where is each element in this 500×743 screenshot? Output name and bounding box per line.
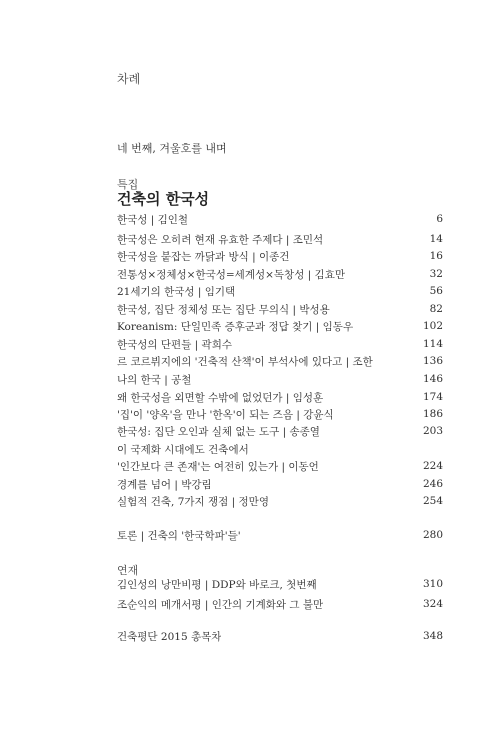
entry-page: 114 <box>422 338 443 350</box>
toc-entry[interactable] <box>117 406 443 422</box>
entry-title: 건축평단 2015 총목차 <box>117 630 222 643</box>
toc-entry[interactable] <box>117 576 443 592</box>
toc-entry[interactable] <box>117 493 443 509</box>
special-section-label: 특집 <box>117 178 139 191</box>
toc-entry[interactable] <box>117 318 443 334</box>
toc-entry[interactable] <box>117 596 443 612</box>
entry-page: 174 <box>422 391 443 403</box>
entry-page: 82 <box>429 303 443 315</box>
series-section-label: 연재 <box>117 564 139 577</box>
entry-title: Koreanism: 단일민족 증후군과 정답 찾기 | 임동우 <box>117 320 354 333</box>
entry-title: 한국성의 단편들 | 곽희수 <box>117 338 232 351</box>
entry-page: 224 <box>422 460 443 472</box>
entry-title: 이 국제화 시대에도 건축에서 <box>117 443 249 456</box>
entry-page: 310 <box>422 578 443 590</box>
entry-title: 토론 | 건축의 '한국학파'들' <box>117 529 241 542</box>
entry-title: 조순익의 메개서평 | 인간의 기계화와 그 불만 <box>117 598 324 611</box>
toc-entry[interactable] <box>117 423 443 439</box>
toc-entry[interactable] <box>117 231 443 247</box>
entry-title: 21세기의 한국성 | 임기택 <box>117 285 236 298</box>
foreword-line: 네 번째, 겨울호를 내며 <box>117 142 227 155</box>
entry-title: 르 코르뷔지에의 '건축적 산책'이 부석사에 있다고 | 조한 <box>117 355 373 368</box>
entry-title: 실험적 건축, 7가지 쟁점 | 정만영 <box>117 495 269 508</box>
entry-title: '집'이 '양옥'을 만나 '한옥'이 되는 즈음 | 강윤식 <box>117 408 334 421</box>
entry-page: 146 <box>422 373 443 385</box>
toc-entry[interactable] <box>117 211 443 227</box>
entry-page: 203 <box>422 425 443 437</box>
entry-title: 한국성을 붙잡는 까닭과 방식 | 이종건 <box>117 250 290 263</box>
entry-page: 348 <box>422 630 443 642</box>
toc-entry[interactable] <box>117 458 443 474</box>
toc-entry[interactable] <box>117 301 443 317</box>
entry-page: 254 <box>422 495 443 507</box>
entry-title: 경계를 넘어 | 박강림 <box>117 478 212 491</box>
entry-title: 왜 한국성을 외면할 수밖에 없었던가 | 임성훈 <box>117 391 324 404</box>
page-title: 차례 <box>117 72 141 86</box>
entry-page: 246 <box>422 478 443 490</box>
index-entry[interactable] <box>117 628 443 644</box>
debate-entry[interactable] <box>117 527 443 543</box>
special-section-title: 건축의 한국성 <box>117 190 210 208</box>
toc-entry[interactable] <box>117 353 443 369</box>
entry-title: 한국성 | 김인철 <box>117 213 189 226</box>
entry-page: 6 <box>436 213 443 225</box>
entry-title: 김인성의 낭만비평 | DDP와 바로크, 첫번째 <box>117 578 317 591</box>
entry-title: 한국성: 집단 오인과 실체 없는 도구 | 송종열 <box>117 425 320 438</box>
entry-page: 32 <box>429 268 443 280</box>
entry-page: 324 <box>422 598 443 610</box>
entry-title: 한국성은 오히려 현재 유효한 주제다 | 조민석 <box>117 233 324 246</box>
entry-page: 102 <box>422 320 443 332</box>
toc-entry[interactable] <box>117 248 443 264</box>
entry-title: 한국성, 집단 정체성 또는 집단 무의식 | 박성용 <box>117 303 330 316</box>
toc-entry[interactable] <box>117 476 443 492</box>
entry-title: '인간보다 큰 존재'는 여전히 있는가 | 이동언 <box>117 460 319 473</box>
toc-entry[interactable] <box>117 283 443 299</box>
toc-entry[interactable] <box>117 389 443 405</box>
entry-page: 280 <box>422 529 443 541</box>
entry-page: 186 <box>422 408 443 420</box>
toc-entry[interactable] <box>117 336 443 352</box>
entry-page: 14 <box>429 233 443 245</box>
entry-page: 56 <box>429 285 443 297</box>
toc-entry[interactable] <box>117 441 443 457</box>
toc-entry[interactable] <box>117 266 443 282</box>
entry-title: 나의 한국 | 공철 <box>117 373 192 386</box>
toc-entry[interactable] <box>117 371 443 387</box>
entry-page: 16 <box>429 250 443 262</box>
entry-page: 136 <box>422 355 443 367</box>
entry-title: 전통성×정체성×한국성=세계성×독창성 | 김효만 <box>117 268 345 281</box>
